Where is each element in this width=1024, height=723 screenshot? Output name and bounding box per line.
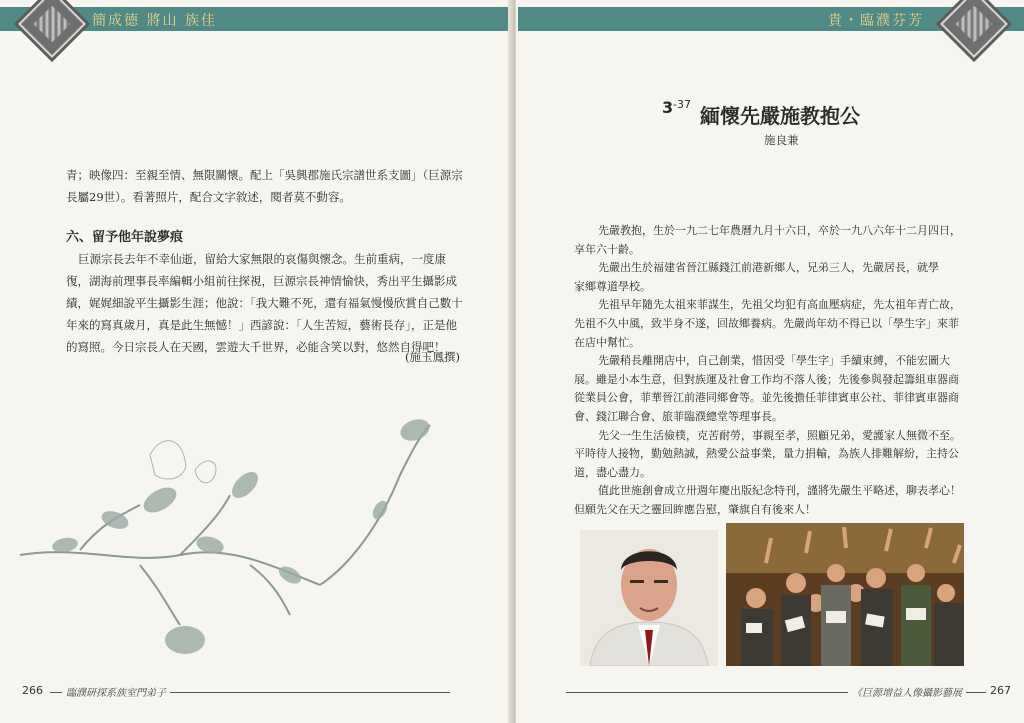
portrait-photo: [580, 530, 718, 666]
text-line: 先嚴出生於福建省晉江縣錢江前港新鄉人，兄弟三人，先嚴居長，就學: [598, 261, 939, 275]
text-line: 先祖不久中風，致半身不遂，回故鄉養病。先嚴尚年幼不得已以「學生字」來菲: [574, 316, 959, 330]
text-line: 巨源宗長去年不幸仙逝，留給大家無限的哀傷與懷念。生前重病，一度康: [78, 252, 446, 266]
article-title: 緬懷先嚴施教抱公: [700, 104, 860, 128]
text-line: 從業員公會，菲華晉江前港同鄉會等。並先後擔任菲律賓車公社、菲律賓車器商: [574, 391, 959, 405]
text-line: 先父一生生活儉樸，克苦耐勞，事親至孝，照顧兄弟，愛護家人無微不至。: [598, 428, 961, 442]
text-line: 享年六十齡。: [574, 242, 640, 256]
text-line: 會、錢江聯合會、旅菲臨濮總堂等理事長。: [574, 409, 783, 423]
text-line: 家鄉尊道學校。: [574, 279, 651, 293]
article-author: 施良兼: [764, 133, 799, 147]
text-line: 年來的寫真歲月，真是此生無憾！」西諺說：「人生苦短，藝術長存」，正是他: [66, 318, 457, 332]
text-line: 展。雖是小本生意，但對族運及社會工作均不落人後；先後參與發起籌組車器商: [574, 372, 959, 386]
article-body: [574, 222, 974, 520]
text-line: 先祖早年隨先太祖來菲謀生，先祖父均犯有高血壓病症，先太祖年青亡故，: [598, 298, 961, 312]
branch-illustration: [20, 415, 450, 660]
text-line: 青；映像四：至親至情、無限關懷。配上「吳興郡施氏宗譜世系支圖」（巨源宗: [66, 168, 463, 182]
left-paragraph-1: [66, 164, 476, 208]
left-header-text: 簡成德 將山 族佳: [92, 13, 217, 29]
left-paragraph-2: [66, 248, 476, 358]
text-line: 但願先父在天之靈回眸應告慰，肇旗自有後來人！: [574, 502, 816, 516]
group-photo: [726, 523, 964, 666]
article-sub-number: -37: [673, 98, 691, 111]
article-number: 3: [662, 98, 674, 117]
section-heading: 六、留予他年說夢痕: [66, 230, 184, 245]
right-header-text: 貴・臨濮芬芳: [828, 13, 924, 29]
text-line: 長屬29世）。看著照片，配合文字敘述，閱者莫不動容。: [66, 190, 351, 204]
text-line: 道，盡心盡力。: [574, 465, 651, 479]
text-line: 值此世施創會成立卅週年慶出版紀念特刊，謹將先嚴生平略述，聊表孝心！: [598, 484, 961, 498]
text-line: 績，娓娓細說平生攝影生涯；他說：「我大難不死，還有福氣慢慢欣賞自己數十: [66, 296, 463, 310]
author-signature: (施玉鳳撰): [405, 350, 460, 364]
text-line: 先嚴教抱，生於一九二七年農曆九月十六日，卒於一九八六年十二月四日，: [598, 224, 961, 237]
right-footer-text: 《巨源增益人像攝影藝展: [848, 684, 966, 699]
text-line: 平時待人接物，勤勉熱誠，熱愛公益事業，量力捐輸，為族人排難解紛，主持公: [574, 447, 959, 461]
left-footer-text: 臨濮研探系族室門弟子: [62, 684, 170, 699]
text-line: 在店中幫忙。: [574, 335, 640, 349]
left-page-number: 266: [22, 684, 43, 697]
text-line: 的寫照。今日宗長人在天國，雲遊大千世界，必能含笑以對，悠然自得吧！: [66, 340, 446, 354]
text-line: 復，湖海前理事長率編輯小組前往探視，巨源宗長神情愉快，秀出平生攝影成: [66, 274, 457, 288]
right-page-number: 267: [990, 684, 1011, 697]
text-line: 先嚴稍長離開店中，自己創業，惜因受「學生字」手續束縛，不能宏圖大: [598, 354, 950, 368]
